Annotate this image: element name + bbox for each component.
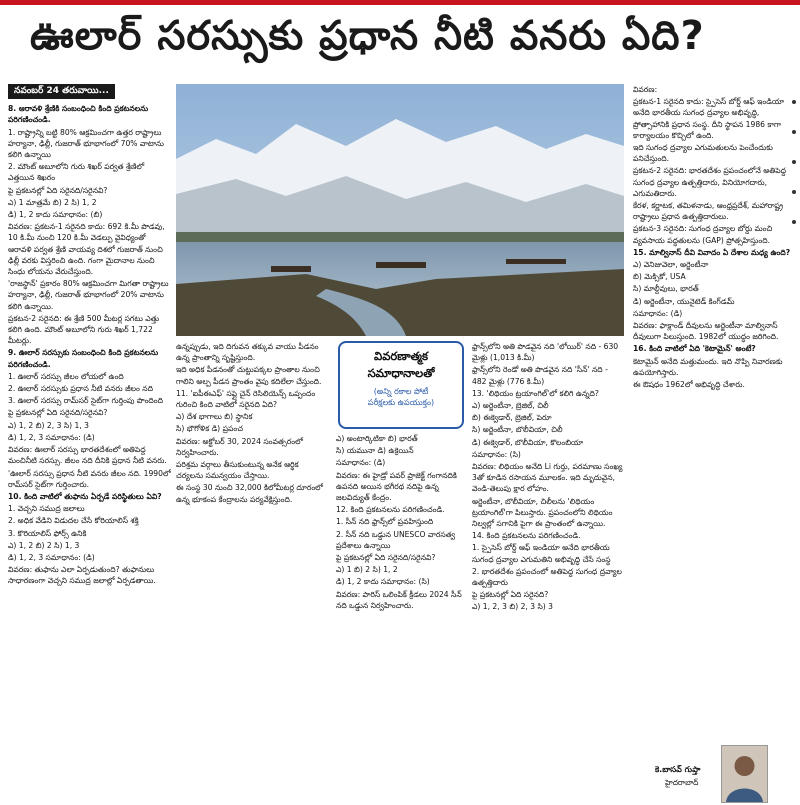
paragraph: వివరణ: అక్టోబర్ 30, 2024 సంవత్సరంలో నిర్వహించారు.	[176, 436, 303, 457]
paragraph: పై ప్రకటనల్లో ఏది సరైనది/సరైనవి?	[8, 185, 108, 195]
box-line-2: సమాధానాలతో	[367, 366, 435, 380]
paragraph: ఎ) అర్జెంటీనా, బ్రెజిల్, చిలీ	[472, 401, 549, 411]
paragraph: వివరణ: ప్రకటన-1 సరైనది కాదు: 692 కి.మీ పొడవు, 10 కి.మీ నుంచి 120 కి.మీ వెడల్పు వైవిధ్యంతో ఆరావళి పర్వత శ్రేణి వాయవ్య దిశలో గుజరాత్ నుంచి ఢిల్లీ వరకు విస్తరించి ఉంది. గంగా మైదానాల నుంచి సింధు లోయను వేరుచేస్తుంది.	[8, 222, 165, 277]
paragraph: ఎ) అంటార్కిటికా బి) భారత్	[336, 434, 418, 443]
paragraph: 1. రాష్ట్రాన్ని బట్టి 80% ఆక్రమించగా ఉత్తర రాష్ట్రాలు హర్యానా, ఢిల్లీ, గుజరాత్ భూభాగంలో 70% వాటాను కలిగి ఉన్నాయి	[8, 127, 164, 160]
paragraph: డి) 1, 2, 3 సమాధానం: (డి)	[8, 552, 95, 562]
paragraph: 2. ఊలార్ సరస్సుకు ప్రధాన నీటి వనరు జీలం నది	[8, 384, 153, 394]
paragraph: డి) 1, 2 కాదు సమాధానం: (బి)	[8, 210, 103, 220]
paragraph: ఎ) వెనిజువెలా, అర్జెంటీనా	[633, 260, 709, 270]
paragraph: 2. అధిక వేడిని విడుదల చేసే కోరియాలిస్ శక్తి	[8, 516, 139, 526]
column-1-text	[8, 103, 171, 586]
paragraph: ప్రకటన-1 సరైనది కాదు: స్పైసెస్ బోర్డ్ ఆఫ్ ఇండియా అనేది భారతీయ సుగంధ ద్రవ్యాల అభివృద్ధి, ప్రోత్సాహానికి ప్రధాన సంస్థ. దీని స్థాపన 1986 కాగా కార్యాలయం కొచ్చిలో ఉంది.	[633, 97, 785, 140]
paragraph: ఫ్రాన్స్‌లోని రెండో అతి పొడవైన నది 'సీన్' నది - 482 మైళ్లు (776 కి.మీ)	[472, 365, 608, 386]
column-2b-text	[336, 433, 466, 612]
paragraph: అర్జెంటీనా, బొలీవియా, చిలీలను 'లిథియం ట్రయాంగిల్'గా పిలుస్తారు. ప్రపంచంలోని లిథియం నిల్వల్లో సగానికి పైగా ఈ ప్రాంతంలో ఉన్నాయి.	[472, 496, 613, 529]
paragraph: సి) మాల్దీవులు, భారత్	[633, 284, 699, 294]
paragraph: డి) ఈక్వెడార్, బొలీవియా, కొలంబియా	[472, 437, 584, 447]
paragraph: వివరణ: లిథియం అనేది Li గుర్తు, పరమాణు సంఖ్య 3తో కూడిన రసాయన మూలకం. ఇది మృదువైన, వెండి-తెలుపు క్షార లోహం.	[472, 462, 623, 494]
margin-dot	[792, 190, 796, 194]
margin-dot	[792, 160, 796, 164]
question-text: 10. కింది వాటిలో తుఫాను ఏర్పడే పరిస్థితులు ఏవి?	[8, 491, 162, 501]
person-icon	[722, 746, 767, 802]
paragraph: కెటామైన్ అనేది మత్తుమందు. ఇది నొప్పి నివారణకు ఉపయోగిస్తారు.	[633, 356, 783, 377]
paragraph: 1. వెచ్చని సముద్ర జలాలు	[8, 504, 85, 514]
paragraph: సి) అర్జెంటీనా, బొలీవియా, చిలీ	[472, 425, 563, 435]
question-text: 11. 'ఐపీఈఎఫ్' సప్లై చైన్ రెసిలియెన్స్ ఒప్పందం గురించి కింది వాటిలో సరైనది ఏది?	[176, 388, 316, 410]
question-text: 13. 'లిథియం ట్రయాంగిల్'లో కలిగి ఉన్నది?	[472, 388, 599, 398]
paragraph: సి) భౌగోళిక డి) ప్రపంచ	[176, 424, 243, 434]
column-4	[633, 84, 796, 800]
author-place: హైదరాబాద్	[665, 778, 699, 787]
paragraph: 2. మౌంట్ అబూలోని గురు శిఖర్ పర్వత శ్రేణిలో ఎత్తయిన శిఖరం	[8, 162, 145, 183]
paragraph: పై ప్రకటనల్లో ఏది సరైనది/సరైనవి?	[336, 553, 436, 563]
paragraph: వివరణ: పారిస్ ఒలింపిక్ క్రీడలు 2024 సీన్ నది ఒడ్డున నిర్వహించారు.	[336, 589, 462, 610]
margin-dot	[792, 130, 796, 134]
question-text: 8. ఆరావళి శ్రేణికి సంబంధించి కింది ప్రకటనలను పరిగణించండి.	[8, 104, 149, 125]
paragraph: ఎ) 1, 2, 3 బి) 2, 3 సి) 3	[472, 602, 554, 612]
paragraph: 'ఊలార్ సరస్సు ప్రధాన నీటి వనరు జీలం నది. 1990లో రామ్‌సర్ సైట్‌గా గుర్తించారు.	[8, 468, 171, 489]
paragraph: బి) మెక్సికో, USA	[633, 272, 686, 282]
author-photo	[721, 745, 768, 803]
lake-landscape-image	[176, 84, 624, 336]
paragraph: డి) 1, 2 కాదు సమాధానం: (సి)	[336, 577, 430, 587]
paragraph: ప్రకటన-2 సరైనది: ఈ శ్రేణి 500 మీటర్ల సగటు ఎత్తు కలిగి ఉంది. మౌంట్ అబూలోని గురు శిఖర్ 1,722 మీటర్లు.	[8, 313, 160, 346]
paragraph: డి) 1, 2, 3 సమాధానం: (డి)	[8, 432, 95, 442]
headline-bar	[0, 0, 800, 83]
box-line-3: (అన్ని రకాల పోటీ	[373, 387, 429, 396]
column-2a	[176, 341, 328, 800]
question-text: 12. కింది ప్రకటనలను పరిగణించండి.	[336, 505, 445, 515]
paragraph: ఇది అధిక పీడనంతో చుట్టుపక్కల ప్రాంతాల నుంచి గాలిని అల్ప పీడన ప్రాంతం వైపు కదిలేలా చేస్తుంది.	[176, 365, 322, 386]
question-text: 9. ఊలార్ సరస్సుకు సంబంధించి కింది ప్రకటనలను పరిగణించండి.	[8, 348, 159, 369]
paragraph: బి) ఈక్వెడార్, బ్రెజిల్, పెరూ	[472, 413, 552, 423]
paragraph: వివరణ:	[633, 85, 658, 94]
paragraph: పై ప్రకటనల్లో ఏది సరైనది/సరైనవి?	[8, 408, 108, 418]
paragraph: 2. భారతదేశం ప్రపంచంలో అతిపెద్ద సుగంధ ద్రవ్యాల ఉత్పత్తిదారు	[472, 566, 622, 588]
box-line-4: పరీక్షలకు ఉపయుక్తం)	[367, 398, 435, 407]
paragraph: ప్రకటన-3 సరైనది: సుగంధ ద్రవ్యాల బోర్డు మంచి వ్యవసాయ పద్ధతులను (GAP) ప్రోత్సహిస్తుంది.	[633, 224, 773, 245]
paragraph: 'రాజస్థాన్' ప్రకారం 80% ఆక్రమించగా మిగతా రాష్ట్రాలు హర్యానా, ఢిల్లీ, గుజరాత్ భూభాగంలో 20% వాటాను కలిగి ఉన్నాయి.	[8, 279, 169, 311]
lake-photo	[176, 84, 624, 336]
question-text: 14. కింది ప్రకటనలను పరిగణించండి.	[472, 531, 581, 541]
question-text: 15. మాల్వినాస్ దీవి వివాదం ఏ దేశాల మధ్య ఉంది?	[633, 247, 791, 257]
paragraph: ఈ సంస్థ 30 నుంచి 32,000 కిలోమీటర్ల దూరంలో ఉన్న భూకంప కేంద్రాలను పర్యవేక్షిస్తుంది.	[176, 483, 323, 504]
paragraph: కేరళ, కర్ణాటక, తమిళనాడు, ఆంధ్రప్రదేశ్, మహారాష్ట్ర రాష్ట్రాలు ప్రధాన ఉత్పత్తిదారులు.	[633, 201, 784, 222]
paragraph: ఎ) 1 మాత్రమే బి) 2 సి) 1, 2	[8, 197, 97, 207]
paragraph: సమాధానం: (డి)	[633, 308, 683, 318]
author-name: కె.బాసవ్ గుప్తా	[655, 765, 701, 774]
date-banner: నవంబర్ 24 తరువాయి...	[8, 84, 115, 99]
column-1	[8, 84, 171, 800]
column-3	[472, 341, 624, 800]
paragraph: వివరణ: ఈ హైడ్రో పవర్ ప్రాజెక్ట్ గంగానదికి ఉపనది అయిన భగీరథ నదిపై ఉన్న జలవిద్యుత్ కేంద్రం.	[336, 470, 457, 503]
paragraph: సమాధానం: (సి)	[472, 449, 521, 459]
paragraph: ఎ) 1, 2 బి) 2 సి) 1, 3	[8, 540, 80, 550]
explanation-box	[338, 341, 464, 429]
paragraph: ఎ) దేశ భాగాలు బి) స్థానిక	[176, 412, 253, 422]
paragraph: పరిశ్రమ వర్గాలు తీసుకుంటున్న అనేక ఆర్థిక చర్యలను సమన్వయం చేస్తాయి.	[176, 460, 299, 481]
paragraph: ఎ) 1, 2 బి) 2, 3 సి) 1, 3	[8, 420, 90, 430]
paragraph: వివరణ: ఊలార్ సరస్సు భారతదేశంలో అతిపెద్ద మంచినీటి సరస్సు. జీలం నది దీనికి ప్రధాన నీటి వనరు.	[8, 445, 167, 466]
paragraph: ఈ ఔషధం 1962లో అభివృద్ధి చేశారు.	[633, 380, 745, 390]
paragraph: 1. స్పైసెస్ బోర్డ్ ఆఫ్ ఇండియా అనేది భారతీయ సుగంధ ద్రవ్యాల ఎగుమతిని అభివృద్ధి చేసే సంస్థ	[472, 543, 611, 564]
paragraph: 3. కొరియాలిస్ ఫోర్స్ ఉనికి	[8, 528, 87, 538]
margin-dot	[792, 220, 796, 224]
question-text: 16. కింది వాటిలో ఏది 'కెటామైన్' అంటే?	[633, 344, 756, 354]
paragraph: 1. ఊలార్ సరస్సు జీలం లోయలో ఉంది	[8, 371, 124, 381]
box-line-1: వివరణాత్మక	[374, 349, 428, 363]
paragraph: 2. సీన్ నది ఒడ్డున UNESCO వారసత్వ ప్రదేశాలు ఉన్నాయి	[336, 529, 456, 550]
paragraph: 1. సీన్ నది ఫ్రాన్స్‌లో ప్రవహిస్తుంది	[336, 517, 434, 527]
paragraph: ఇది సుగంధ ద్రవ్యాల ఎగుమతులను పెంచేందుకు పనిచేస్తుంది.	[633, 143, 773, 164]
paragraph: ఫ్రాన్స్‌లోని అతి పొడవైన నది 'లోయిర్' నది - 630 మైళ్లు (1,013 కి.మీ)	[472, 342, 619, 363]
paragraph: వివరణ: ఫాక్లాండ్ దీవులను అర్జెంటీనా మాల్వినాస్ దీవులుగా పిలుస్తుంది. 1982లో యుద్ధం జరిగింది.	[633, 321, 779, 342]
paragraph: 3. ఊలార్ సరస్సు రామ్‌సర్ సైట్‌గా గుర్తింపు పొందింది	[8, 396, 163, 406]
paragraph: పై ప్రకటనల్లో ఏది సరైనది?	[472, 590, 549, 600]
paragraph: ఎ) 1 బి) 2 సి) 1, 2	[336, 565, 398, 575]
paragraph: వివరణ: తుఫాను ఎలా ఏర్పడుతుంది? తుఫానులు సాధారణంగా వెచ్చని సముద్ర జలాల్లో ఏర్పడతాయి.	[8, 565, 156, 586]
paragraph: సమాధానం: (డి)	[336, 458, 386, 468]
page-title: ఊలార్ సరస్సుకు ప్రధాన నీటి వనరు ఏది?	[30, 13, 705, 59]
paragraph: డి) అర్జెంటీనా, యునైటెడ్ కింగ్‌డమ్	[633, 296, 735, 306]
paragraph: సి) యమునా డి) ఉక్రెయిన్	[336, 446, 414, 456]
paragraph: ప్రకటన-2 సరైనది: భారతదేశం ప్రపంచంలోనే అతిపెద్ద సుగంధ ద్రవ్యాల ఉత్పత్తిదారు, వినియోగదారు, ఎగుమతిదారు.	[633, 166, 786, 198]
margin-dot	[792, 100, 796, 104]
paragraph: ఉన్నప్పుడు, ఇది దిగువన తక్కువ వాయు పీడనం ఉన్న ప్రాంతాన్ని సృష్టిస్తుంది.	[176, 342, 319, 363]
